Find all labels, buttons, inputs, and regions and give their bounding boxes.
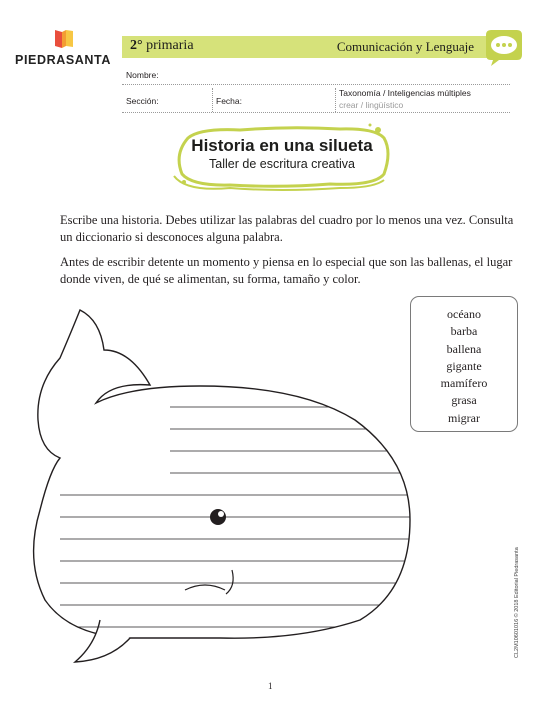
section-line (122, 112, 510, 113)
copyright-code: CL2M10601016 © 2018 Editorial Piedrasanta (514, 547, 520, 658)
speech-bubble-icon (485, 29, 523, 67)
grade-number: 2° (130, 38, 143, 53)
word-item: mamífero (440, 376, 488, 391)
word-box (410, 296, 518, 432)
form-divider (335, 88, 336, 112)
book-icon (53, 28, 75, 50)
taxonomy-value: crear / lingüístico (339, 100, 404, 110)
page-number: 1 (268, 681, 273, 691)
form-divider (212, 88, 213, 112)
activity-subtitle: Taller de escritura creativa (209, 157, 355, 171)
name-label: Nombre: (126, 70, 159, 80)
logo-text: PIEDRASANTA (15, 53, 111, 67)
taxonomy-label: Taxonomía / Inteligencias múltiples (339, 88, 471, 98)
word-item: grasa (451, 393, 477, 408)
title-badge (170, 122, 394, 192)
whale-eye-icon (210, 509, 226, 525)
word-list (411, 297, 517, 427)
activity-title: Historia en una silueta (191, 136, 373, 155)
subject-title: Comunicación y Lenguaje (336, 39, 474, 54)
section-label: Sección: (126, 96, 159, 106)
word-item: océano (447, 307, 481, 321)
instruction-paragraph-2: Antes de escribir detente un momento y piensa en lo especial que son las ballenas, el lugar donde viven, de qué se alimentan, su forma, tamaño y color. (60, 255, 513, 286)
instruction-paragraph-1: Escribe una historia. Debes utilizar las palabras del cuadro por lo menos una vez. Consulta un diccionario si desconoces alguna palabra. (60, 213, 514, 244)
publisher-logo (8, 28, 118, 72)
date-label: Fecha: (216, 96, 242, 106)
word-item: barba (450, 324, 478, 339)
header-band (122, 36, 488, 58)
whale-silhouette (0, 290, 420, 670)
grade-label (130, 38, 194, 54)
word-item: migrar (448, 410, 480, 425)
grade-level: primaria (146, 38, 194, 53)
word-item: ballena (446, 341, 482, 356)
name-line[interactable] (122, 84, 510, 85)
word-item: gigante (446, 358, 482, 373)
